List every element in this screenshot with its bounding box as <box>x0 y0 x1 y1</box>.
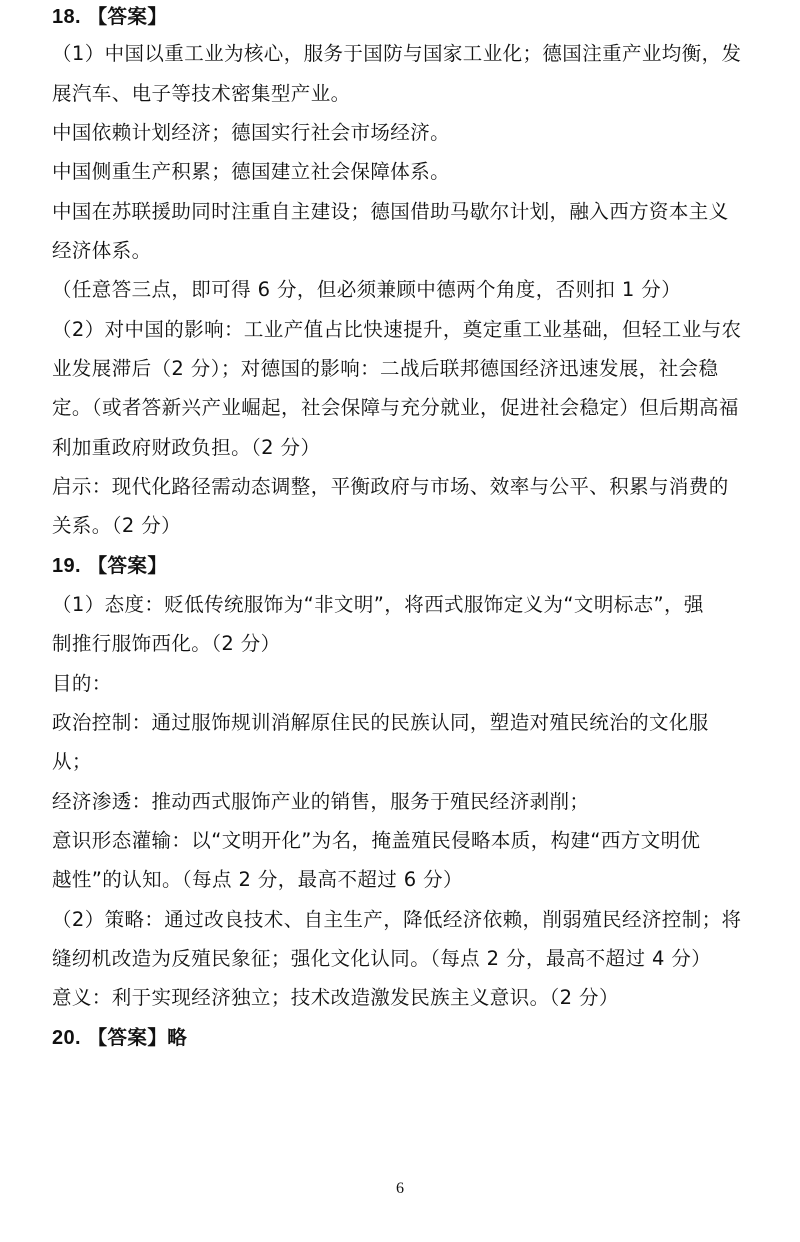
text-line: （1）中国以重工业为核心，服务于国防与国家工业化；德国注重产业均衡，发 <box>52 42 742 65</box>
text-line: 关系。（2 分） <box>52 514 182 537</box>
text-line: 目的： <box>52 672 112 695</box>
text-line: 中国依赖计划经济；德国实行社会市场经济。 <box>52 121 451 144</box>
text-line: （2）对中国的影响：工业产值占比快速提升，奠定重工业基础，但轻工业与农 <box>52 318 742 341</box>
text-line: 经济渗透：推动西式服饰产业的销售，服务于殖民经济剥削； <box>52 790 590 813</box>
text-line: 展汽车、电子等技术密集型产业。 <box>52 82 351 105</box>
q19-heading <box>52 549 764 583</box>
q19-number: 19. <box>52 555 82 577</box>
q18-number: 18. <box>52 6 82 28</box>
q20-number: 20. <box>52 1027 82 1049</box>
text-line: （任意答三点，即可得 6 分，但必须兼顾中德两个角度，否则扣 1 分） <box>52 278 682 301</box>
text-line: 缝纫机改造为反殖民象征；强化文化认同。（每点 2 分，最高不超过 4 分） <box>52 947 712 970</box>
q20-answer-text: 【答案】略 <box>87 1026 188 1049</box>
text-line: 意识形态灌输：以“文明开化”为名，掩盖殖民侵略本质，构建“西方文明优 <box>52 829 701 852</box>
q18-heading <box>52 0 764 34</box>
text-line: 政治控制：通过服饰规训消解原住民的民族认同，塑造对殖民统治的文化服 <box>52 711 709 734</box>
text-line: 经济体系。 <box>52 239 152 262</box>
text-line: 意义：利于实现经济独立；技术改造激发民族主义意识。（2 分） <box>52 986 619 1009</box>
page-number: 6 <box>396 1180 404 1197</box>
text-line: 越性”的认知。（每点 2 分，最高不超过 6 分） <box>52 868 463 891</box>
text-line: （1）态度：贬低传统服饰为“非文明”，将西式服饰定义为“文明标志”，强 <box>52 593 704 616</box>
q19-answer-label: 【答案】 <box>87 554 168 577</box>
q18-answer-label: 【答案】 <box>87 5 168 28</box>
text-line: 中国在苏联援助同时注重自主建设；德国借助马歇尔计划，融入西方资本主义 <box>52 200 729 223</box>
text-line: 业发展滞后（2 分）；对德国的影响：二战后联邦德国经济迅速发展，社会稳 <box>52 357 719 380</box>
text-line: 定。（或者答新兴产业崛起，社会保障与充分就业，促进社会稳定）但后期高福 <box>52 396 739 419</box>
text-line: 中国侧重生产积累；德国建立社会保障体系。 <box>52 160 451 183</box>
text-line: 从； <box>52 750 92 773</box>
text-line: 启示：现代化路径需动态调整，平衡政府与市场、效率与公平、积累与消费的 <box>52 475 729 498</box>
text-line: 利加重政府财政负担。（2 分） <box>52 436 321 459</box>
text-line: 制推行服饰西化。（2 分） <box>52 632 281 655</box>
text-line: （2）策略：通过改良技术、自主生产，降低经济依赖，削弱殖民经济控制；将 <box>52 908 742 931</box>
q20-heading <box>52 1021 764 1055</box>
